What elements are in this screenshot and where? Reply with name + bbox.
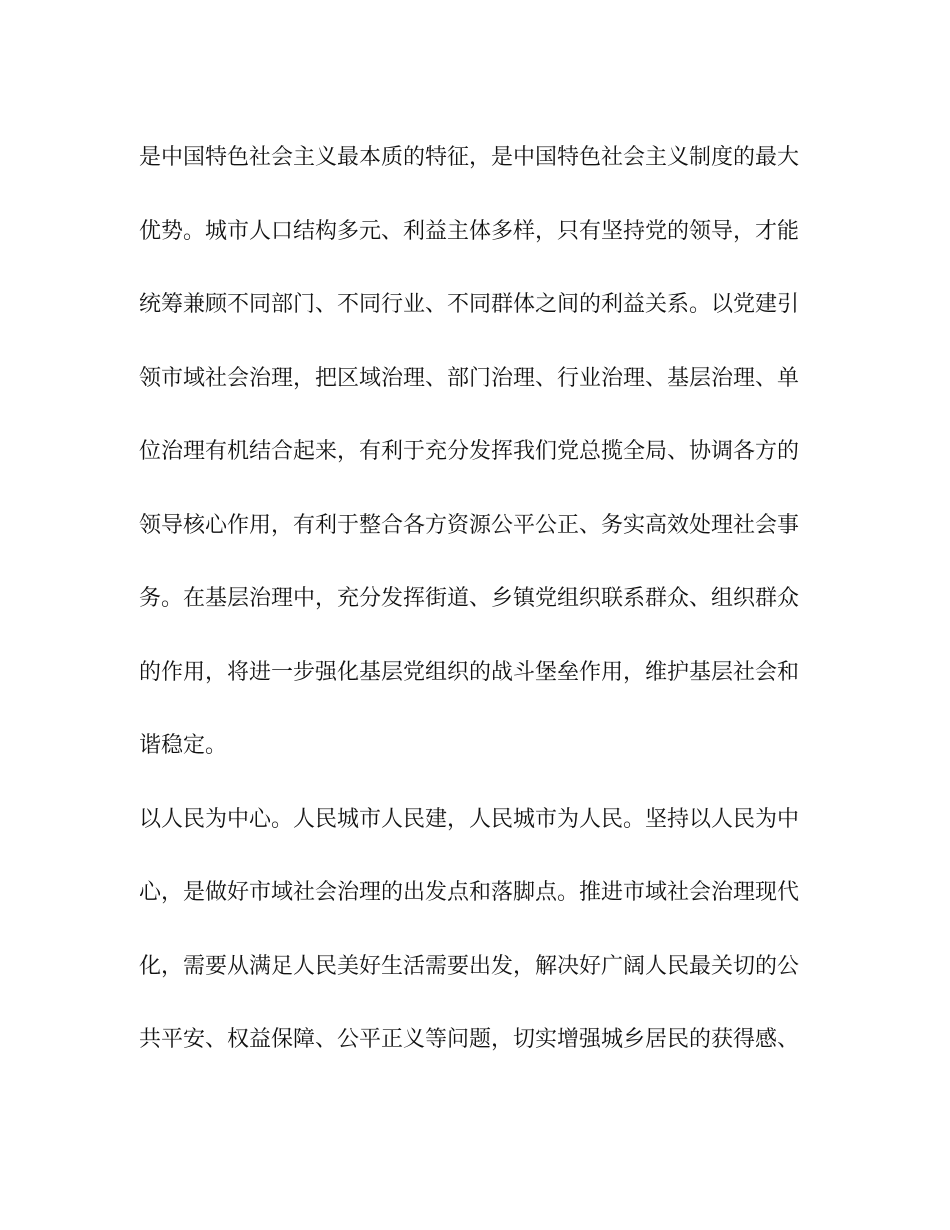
text-line: 以人民为中心。人民城市人民建，人民城市为人民。坚持以人民为中 [139, 806, 800, 832]
text-line: 共平安、权益保障、公平正义等问题，切实增强城乡居民的获得感、 [139, 1027, 800, 1052]
text-line: 心，是做好市域社会治理的出发点和落脚点。推进市域社会治理现代 [139, 880, 800, 905]
document-body [139, 135, 799, 1091]
text-line: 优势。城市人口结构多元、利益主体多样，只有坚持党的领导，才能 [139, 218, 800, 244]
text-line: 领导核心作用，有利于整合各方资源公平公正、务实高效处理社会事 [139, 512, 800, 538]
text-line: 谐稳定。 [139, 733, 228, 758]
text-line: 是中国特色社会主义最本质的特征，是中国特色社会主义制度的最大 [139, 145, 800, 170]
text-line: 务。在基层治理中，充分发挥街道、乡镇党组织联系群众、组织群众 [139, 586, 800, 611]
paragraph-2 [139, 797, 799, 1091]
paragraph-1 [139, 135, 799, 797]
text-line: 领市域社会治理，把区域治理、部门治理、行业治理、基层治理、单 [139, 365, 800, 391]
text-line: 位治理有机结合起来，有利于充分发挥我们党总揽全局、协调各方的 [139, 439, 800, 464]
text-line: 化，需要从满足人民美好生活需要出发，解决好广阔人民最关切的公 [139, 953, 800, 979]
text-line: 的作用，将进一步强化基层党组织的战斗堡垒作用，维护基层社会和 [139, 659, 800, 685]
text-line: 统筹兼顾不同部门、不同行业、不同群体之间的利益关系。以党建引 [139, 292, 800, 317]
